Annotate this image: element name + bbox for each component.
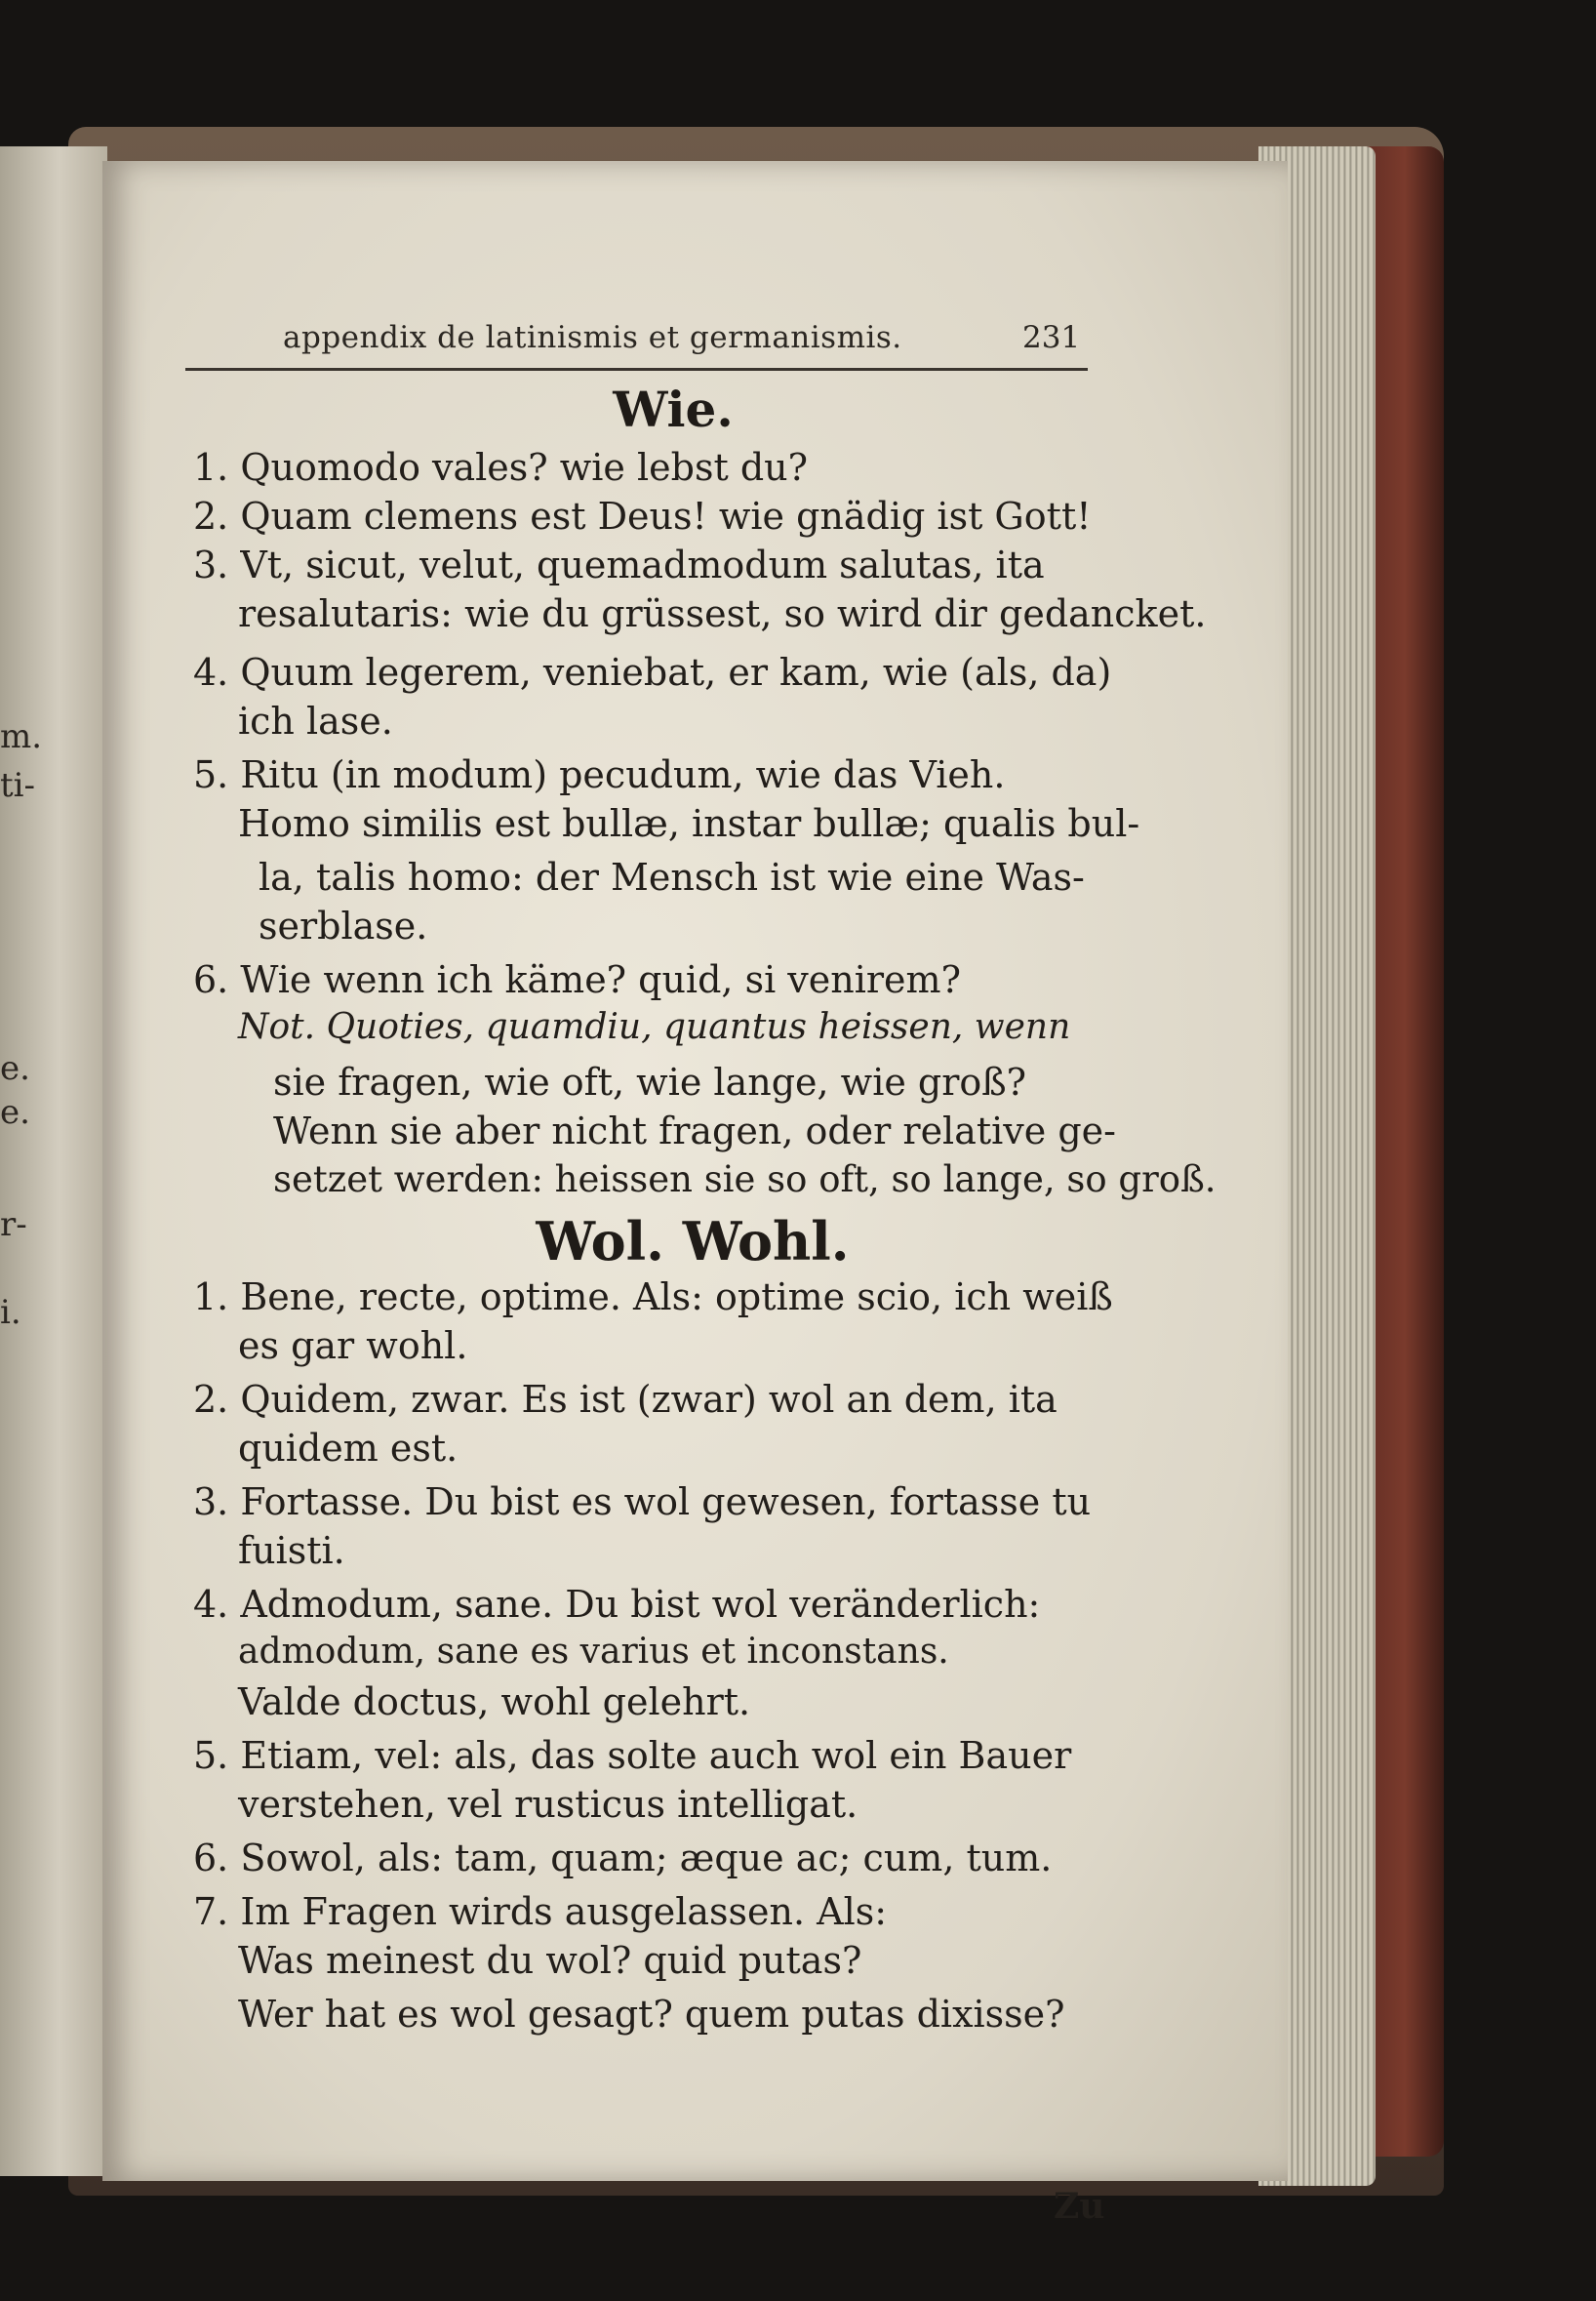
entry-line: 4. Quum legerem, veniebat, er kam, wie (als, da) [193, 651, 1112, 694]
entry-line: 5. Etiam, vel: als, das solte auch wol ein Bauer [193, 1734, 1072, 1777]
section-title-wol: Wol. Wohl. [536, 1210, 850, 1272]
header-rule [185, 368, 1088, 371]
section-title-wie: Wie. [613, 381, 734, 438]
left-page-fragment: ti- [0, 766, 36, 805]
entry-line: Wer hat es wol gesagt? quem putas dixisse? [238, 1993, 1065, 2036]
entry-line: es gar wohl. [238, 1324, 468, 1367]
entry-line: 6. Wie wenn ich käme? quid, si venirem? [193, 958, 961, 1001]
entry-line: Valde doctus, wohl gelehrt. [238, 1680, 751, 1723]
entry-line: 5. Ritu (in modum) pecudum, wie das Vieh. [193, 753, 1006, 796]
entry-line: 3. Vt, sicut, velut, quemadmodum salutas, ita [193, 544, 1045, 586]
entry-line: 2. Quam clemens est Deus! wie gnädig ist Gott! [193, 495, 1092, 538]
note-line: Wenn sie aber nicht fragen, oder relative ge- [273, 1110, 1116, 1152]
running-head: appendix de latinismis et germanismis. [283, 320, 902, 355]
entry-line: 1. Quomodo vales? wie lebst du? [193, 446, 808, 489]
entry-line: Homo similis est bullæ, instar bullæ; qualis bul- [238, 802, 1140, 845]
catchword: Zu [1054, 2186, 1105, 2227]
entry-line: serblase. [259, 905, 428, 948]
left-page-fragment: e. [0, 1093, 30, 1132]
note-line: setzet werden: heissen sie so oft, so lange, so groß. [273, 1158, 1217, 1200]
entry-line: 6. Sowol, als: tam, quam; æque ac; cum, tum. [193, 1837, 1053, 1879]
entry-line: admodum, sane es varius et inconstans. [238, 1632, 949, 1672]
entry-line: la, talis homo: der Mensch ist wie eine Was- [259, 856, 1085, 899]
entry-line: 3. Fortasse. Du bist es wol gewesen, fortasse tu [193, 1480, 1092, 1523]
entry-line: 1. Bene, recte, optime. Als: optime scio, ich weiß [193, 1275, 1113, 1318]
entry-line: fuisti. [238, 1529, 345, 1572]
entry-line: 7. Im Fragen wirds ausgelassen. Als: [193, 1890, 888, 1933]
entry-line: verstehen, vel rusticus intelligat. [238, 1783, 858, 1826]
left-page-fragment: e. [0, 1049, 30, 1088]
entry-line: 4. Admodum, sane. Du bist wol veränderlich: [193, 1583, 1041, 1626]
left-page [0, 146, 107, 2176]
left-page-fragment: i. [0, 1293, 21, 1332]
left-page-fragment: m. [0, 717, 43, 756]
entry-line: Was meinest du wol? quid putas? [238, 1939, 862, 1982]
entry-line: 2. Quidem, zwar. Es ist (zwar) wol an dem, ita [193, 1378, 1057, 1421]
entry-line: ich lase. [238, 700, 393, 743]
entry-line: quidem est. [238, 1427, 459, 1470]
note-line: sie fragen, wie oft, wie lange, wie groß? [273, 1061, 1027, 1104]
left-page-fragment: r- [0, 1205, 27, 1244]
page-number: 231 [1022, 320, 1081, 355]
note-line: Not. Quoties, quamdiu, quantus heissen, wenn [238, 1007, 1071, 1047]
entry-line: resalutaris: wie du grüssest, so wird dir gedancket. [238, 592, 1207, 635]
